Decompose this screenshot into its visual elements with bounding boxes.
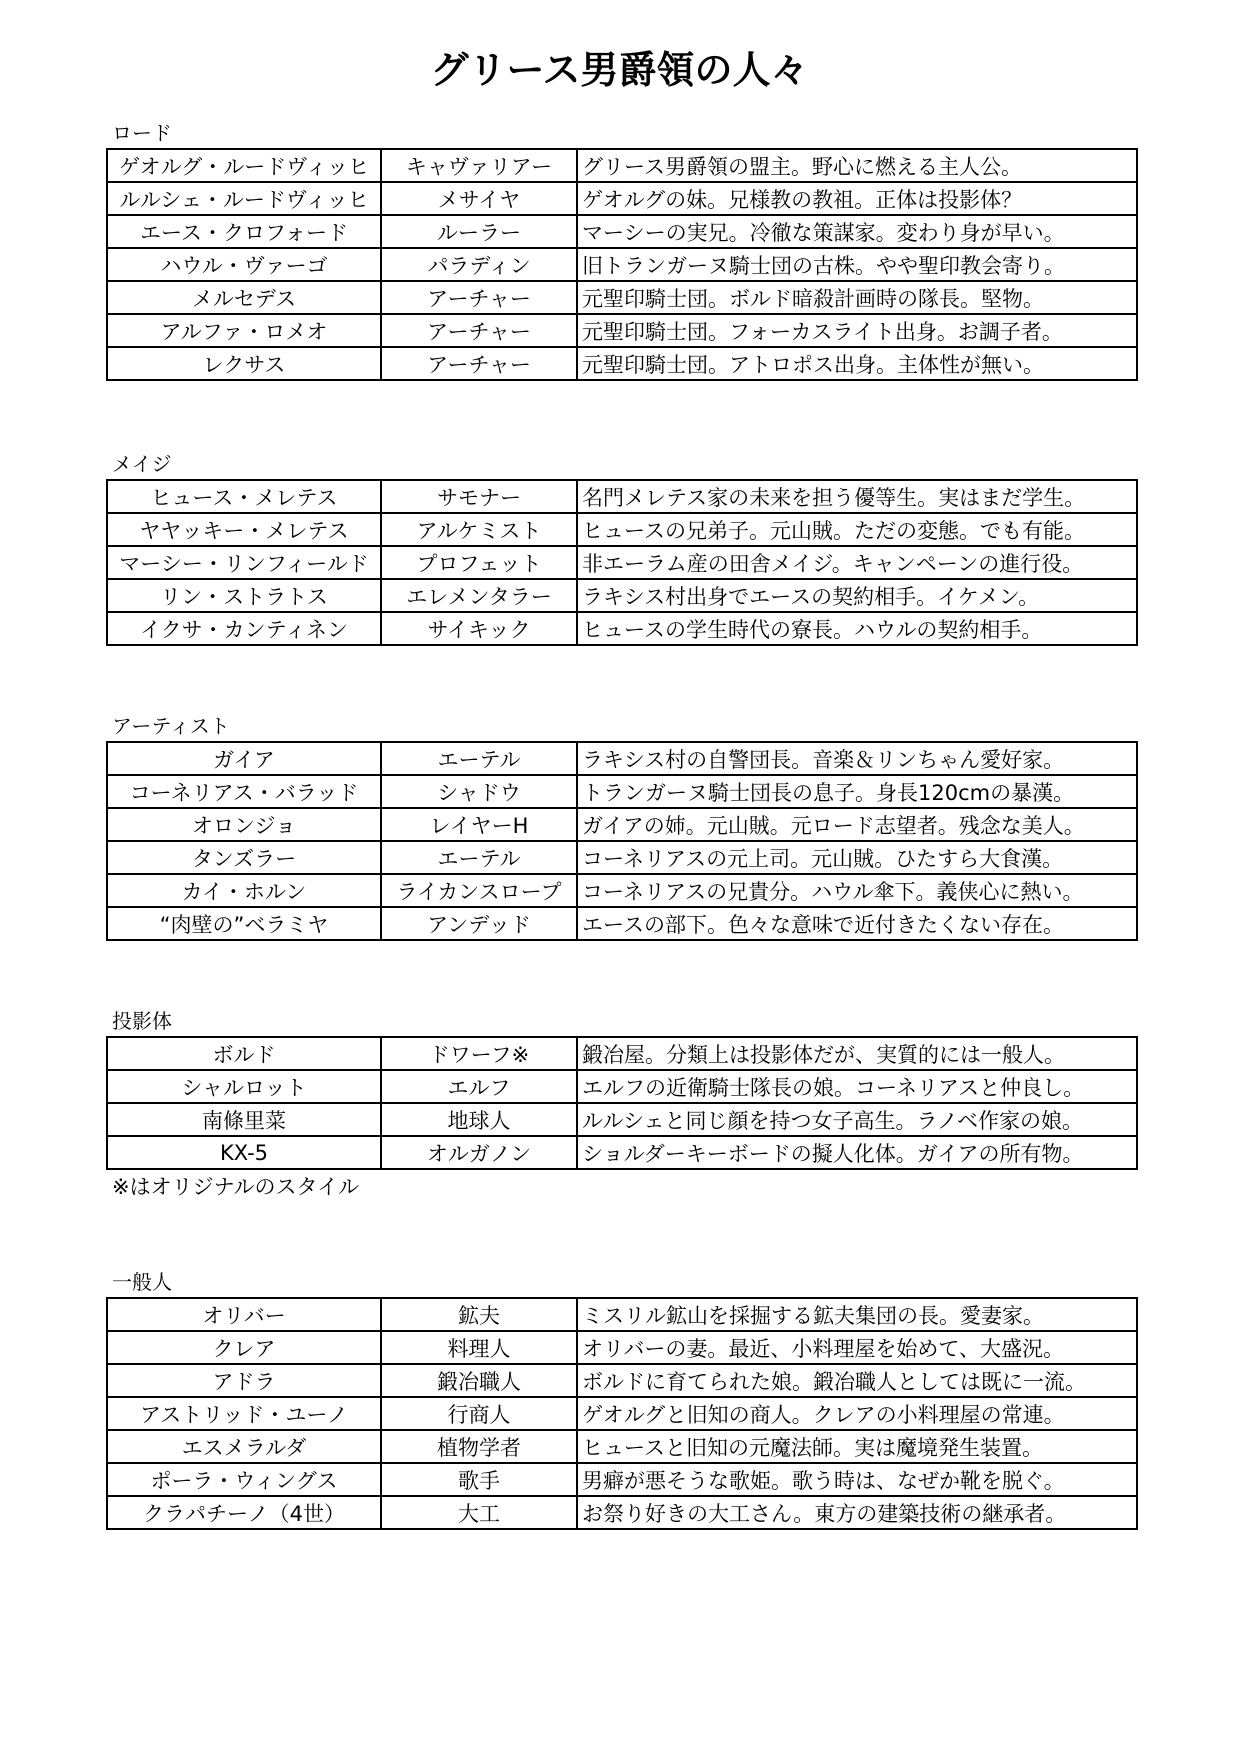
section-mage	[106, 449, 1136, 646]
character-description: 元聖印騎士団。ボルド暗殺計画時の隊長。堅物。	[577, 281, 1137, 314]
character-style: パラディン	[381, 248, 577, 281]
character-description: 元聖印騎士団。アトロポス出身。主体性が無い。	[577, 347, 1137, 380]
character-name: ハウル・ヴァーゴ	[107, 248, 381, 281]
character-table	[106, 1036, 1138, 1170]
table-row	[107, 1463, 1137, 1496]
character-style: 鉱夫	[381, 1298, 577, 1331]
character-description: ゲオルグの妹。兄様教の教祖。正体は投影体？	[577, 182, 1137, 215]
table-row	[107, 513, 1137, 546]
character-style: 行商人	[381, 1397, 577, 1430]
character-description: ヒュースの学生時代の寮長。ハウルの契約相手。	[577, 612, 1137, 645]
character-style: エーテル	[381, 742, 577, 775]
character-name: タンズラー	[107, 841, 381, 874]
character-description: コーネリアスの元上司。元山賊。ひたすら大食漢。	[577, 841, 1137, 874]
character-name: メルセデス	[107, 281, 381, 314]
table-row	[107, 480, 1137, 513]
section-label: ロード	[112, 121, 172, 145]
character-name: アドラ	[107, 1364, 381, 1397]
table-row	[107, 612, 1137, 645]
character-style: メサイヤ	[381, 182, 577, 215]
character-name: ゲオルグ・ルードヴィッヒ	[107, 149, 381, 182]
character-description: お祭り好きの大工さん。東方の建築技術の継承者。	[577, 1496, 1137, 1529]
character-description: ルルシェと同じ顔を持つ女子高生。ラノベ作家の娘。	[577, 1103, 1137, 1136]
character-description: コーネリアスの兄貴分。ハウル傘下。義侠心に熱い。	[577, 874, 1137, 907]
table-row	[107, 149, 1137, 182]
table-row	[107, 1070, 1137, 1103]
character-style: ルーラー	[381, 215, 577, 248]
table-row	[107, 215, 1137, 248]
character-table	[106, 741, 1138, 941]
table-row	[107, 874, 1137, 907]
character-description: マーシーの実兄。冷徹な策謀家。変わり身が早い。	[577, 215, 1137, 248]
character-name: 南條里菜	[107, 1103, 381, 1136]
table-row	[107, 546, 1137, 579]
section-label: 投影体	[112, 1009, 172, 1033]
section-commoner	[106, 1267, 1136, 1530]
character-description: 男癖が悪そうな歌姫。歌う時は、なぜか靴を脱ぐ。	[577, 1463, 1137, 1496]
style-note: ※はオリジナルのスタイル	[112, 1175, 360, 1199]
character-description: オリバーの妻。最近、小料理屋を始めて、大盛況。	[577, 1331, 1137, 1364]
character-description: エースの部下。色々な意味で近付きたくない存在。	[577, 907, 1137, 940]
character-style: ライカンスロープ	[381, 874, 577, 907]
character-style: アーチャー	[381, 281, 577, 314]
table-row	[107, 907, 1137, 940]
character-name: ガイア	[107, 742, 381, 775]
character-name: クラパチーノ（4世）	[107, 1496, 381, 1529]
character-description: 旧トランガーヌ騎士団の古株。やや聖印教会寄り。	[577, 248, 1137, 281]
table-row	[107, 1136, 1137, 1169]
table-row	[107, 314, 1137, 347]
section-artist	[106, 711, 1136, 941]
table-row	[107, 579, 1137, 612]
character-style: 歌手	[381, 1463, 577, 1496]
character-style: ドワーフ※	[381, 1037, 577, 1070]
character-description: ヒュースと旧知の元魔法師。実は魔境発生装置。	[577, 1430, 1137, 1463]
character-name: “肉壁の”ベラミヤ	[107, 907, 381, 940]
character-style: シャドウ	[381, 775, 577, 808]
character-description: ヒュースの兄弟子。元山賊。ただの変態。でも有能。	[577, 513, 1137, 546]
character-table	[106, 479, 1138, 646]
character-style: エーテル	[381, 841, 577, 874]
character-style: アーチャー	[381, 314, 577, 347]
character-name: リン・ストラトス	[107, 579, 381, 612]
section-lord	[106, 118, 1136, 381]
character-description: ゲオルグと旧知の商人。クレアの小料理屋の常連。	[577, 1397, 1137, 1430]
table-row	[107, 281, 1137, 314]
character-description: 非エーラム産の田舎メイジ。キャンペーンの進行役。	[577, 546, 1137, 579]
table-row	[107, 1103, 1137, 1136]
character-name: オリバー	[107, 1298, 381, 1331]
character-description: ミスリル鉱山を採掘する鉱夫集団の長。愛妻家。	[577, 1298, 1137, 1331]
character-description: トランガーヌ騎士団長の息子。身長120cmの暴漢。	[577, 775, 1137, 808]
table-row	[107, 775, 1137, 808]
character-name: ルルシェ・ルードヴィッヒ	[107, 182, 381, 215]
character-name: ポーラ・ウィングス	[107, 1463, 381, 1496]
character-name: シャルロット	[107, 1070, 381, 1103]
character-name: ヒュース・メレテス	[107, 480, 381, 513]
table-row	[107, 248, 1137, 281]
character-style: 植物学者	[381, 1430, 577, 1463]
character-name: イクサ・カンティネン	[107, 612, 381, 645]
table-row	[107, 1397, 1137, 1430]
table-row	[107, 742, 1137, 775]
character-name: マーシー・リンフィールド	[107, 546, 381, 579]
character-name: オロンジョ	[107, 808, 381, 841]
character-description: グリース男爵領の盟主。野心に燃える主人公。	[577, 149, 1137, 182]
character-name: エスメラルダ	[107, 1430, 381, 1463]
table-row	[107, 1037, 1137, 1070]
section-label: アーティスト	[112, 714, 230, 738]
character-table	[106, 148, 1138, 381]
character-description: 名門メレテス家の未来を担う優等生。実はまだ学生。	[577, 480, 1137, 513]
character-style: 料理人	[381, 1331, 577, 1364]
character-style: アルケミスト	[381, 513, 577, 546]
character-name: KX-5	[107, 1136, 381, 1169]
table-row	[107, 1331, 1137, 1364]
table-row	[107, 1364, 1137, 1397]
character-name: クレア	[107, 1331, 381, 1364]
character-name: レクサス	[107, 347, 381, 380]
table-row	[107, 1496, 1137, 1529]
character-description: ショルダーキーボードの擬人化体。ガイアの所有物。	[577, 1136, 1137, 1169]
character-name: エース・クロフォード	[107, 215, 381, 248]
table-row	[107, 808, 1137, 841]
table-row	[107, 1430, 1137, 1463]
character-name: カイ・ホルン	[107, 874, 381, 907]
character-style: オルガノン	[381, 1136, 577, 1169]
character-style: アーチャー	[381, 347, 577, 380]
page-title: グリース男爵領の人々	[430, 48, 809, 92]
character-style: サモナー	[381, 480, 577, 513]
table-row	[107, 347, 1137, 380]
section-label: 一般人	[112, 1270, 172, 1294]
character-style: 鍛冶職人	[381, 1364, 577, 1397]
character-style: レイヤーH	[381, 808, 577, 841]
character-description: ラキシス村の自警団長。音楽＆リンちゃん愛好家。	[577, 742, 1137, 775]
table-row	[107, 1298, 1137, 1331]
character-style: プロフェット	[381, 546, 577, 579]
character-description: 元聖印騎士団。フォーカスライト出身。お調子者。	[577, 314, 1137, 347]
character-style: サイキック	[381, 612, 577, 645]
character-description: ガイアの姉。元山賊。元ロード志望者。残念な美人。	[577, 808, 1137, 841]
table-row	[107, 841, 1137, 874]
character-description: エルフの近衛騎士隊長の娘。コーネリアスと仲良し。	[577, 1070, 1137, 1103]
character-description: ボルドに育てられた娘。鍛冶職人としては既に一流。	[577, 1364, 1137, 1397]
character-description: ラキシス村出身でエースの契約相手。イケメン。	[577, 579, 1137, 612]
section-label: メイジ	[112, 452, 172, 476]
character-name: コーネリアス・バラッド	[107, 775, 381, 808]
character-name: アストリッド・ユーノ	[107, 1397, 381, 1430]
character-style: 大工	[381, 1496, 577, 1529]
character-style: エルフ	[381, 1070, 577, 1103]
section-projection	[106, 1006, 1136, 1202]
character-name: ヤヤッキー・メレテス	[107, 513, 381, 546]
character-style: エレメンタラー	[381, 579, 577, 612]
table-row	[107, 182, 1137, 215]
character-name: ボルド	[107, 1037, 381, 1070]
character-description: 鍛冶屋。分類上は投影体だが、実質的には一般人。	[577, 1037, 1137, 1070]
character-style: キャヴァリアー	[381, 149, 577, 182]
character-table	[106, 1297, 1138, 1530]
character-style: 地球人	[381, 1103, 577, 1136]
character-style: アンデッド	[381, 907, 577, 940]
character-name: アルファ・ロメオ	[107, 314, 381, 347]
